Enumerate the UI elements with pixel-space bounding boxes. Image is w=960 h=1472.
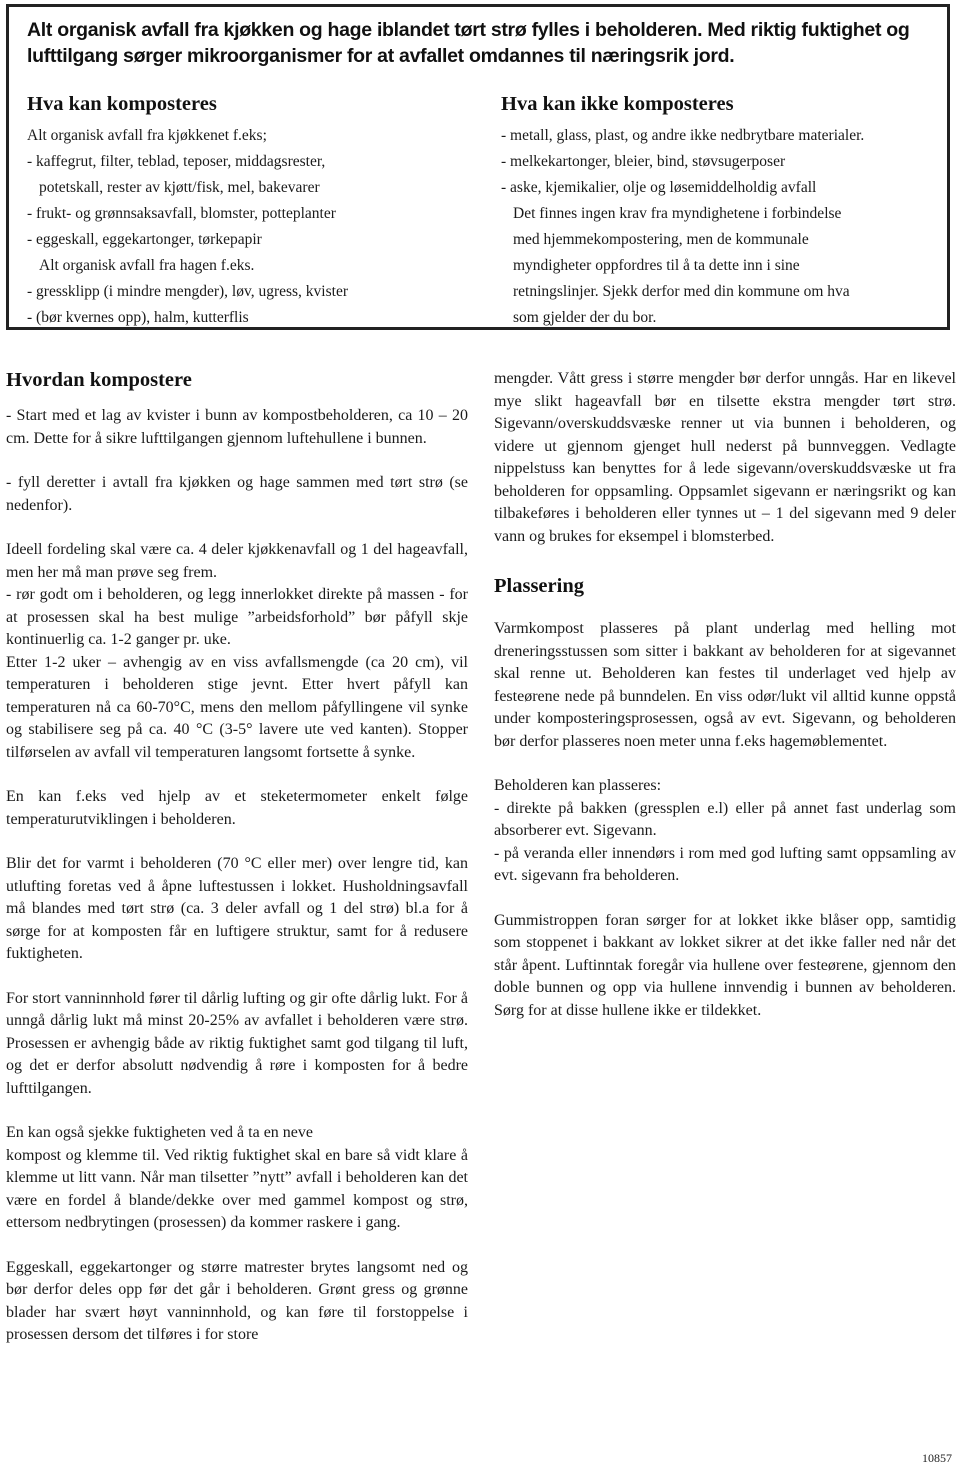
list-item: - kaffegrut, filter, teblad, teposer, middagsrester,	[27, 153, 326, 170]
paragraph: Blir det for varmt i beholderen (70 °C eller mer) over lengre tid, kan utlufting foretas ved å åpne luftestussen i lokket. Husholdningsavfall må blandes med tørt strø (ca. 3 deler avfall og 1 del strø) bl.a for å sørge for at komposten får en luftigere struktur, samt for å redusere fuktigheten.	[6, 855, 468, 962]
list-item: med hjemmekompostering, men de kommunale	[513, 231, 809, 248]
list-item: - (bør kvernes opp), halm, kutterflis	[27, 309, 249, 326]
paragraph-first-line: En kan også sjekke fuktigheten ved å ta en neve	[6, 1124, 313, 1141]
non-compostable-heading: Hva kan ikke komposteres	[501, 93, 734, 115]
list-item: potetskall, rester av kjøtt/fisk, mel, bakevarer	[39, 179, 320, 196]
paragraph: En kan f.eks ved hjelp av et steketermometer enkelt følge temperaturutviklingen i beholderen.	[6, 788, 468, 828]
list-item: myndigheter oppfordres til å ta dette inn i sine	[513, 257, 800, 274]
paragraph: mengder. Vått gress i større mengder bør derfor unngås. Har en likevel mye slikt hageavfall bør en tilsette ekstra mengder tørt strø. Sigevann/overskuddsvæske renner ut via bunnen i beholderen, og videre ut gjennom gjenget hull nederst på bunnveggen. Vedlagte nippelstuss kan benyttes for å lede sigevann/overskuddsvæske ut fra beholderen for oppsamling. Oppsamlet sigevann er næringsrikt og kan tilbakeføres i beholderen eller tynnes ut – 1 del sigevann med 9 deler vann og brukes for eksempel i blomsterbed.	[494, 370, 956, 545]
paragraph: - fyll deretter i avtall fra kjøkken og hage sammen med tørt strø (se nedenfor).	[6, 474, 468, 514]
page-number: 10857	[922, 1451, 952, 1465]
info-box	[6, 4, 950, 330]
list-item: Alt organisk avfall fra kjøkkenet f.eks;	[27, 127, 267, 144]
paragraph: For stort vanninnhold fører til dårlig lufting og gir ofte dårlig lukt. For å unngå dårlig lukt må minst 20-25% av avfallet i beholderen være strø. Prosessen er avhengig både av riktig fuktighet samt god tilgang til luft, og det er derfor absolutt nødvendig å røre i komposten for å bedre lufttilgangen.	[6, 989, 468, 1097]
list-item: - frukt- og grønnsaksavfall, blomster, potteplanter	[27, 205, 336, 222]
list-item: retningslinjer. Sjekk derfor med din kommune om hva	[513, 283, 850, 300]
list-item: Det finnes ingen krav fra myndighetene i forbindelse	[513, 205, 842, 222]
list-item: - metall, glass, plast, og andre ikke nedbrytbare materialer.	[501, 127, 865, 144]
list-item: - melkekartonger, bleier, bind, støvsugerposer	[501, 153, 786, 170]
list-item: Alt organisk avfall fra hagen f.eks.	[39, 257, 255, 274]
list-item: - aske, kjemikalier, olje og løsemiddelholdig avfall	[501, 179, 817, 196]
paragraph: - rør godt om i beholderen, og legg innerlokket direkte på massen - for at prosessen skal ha best mulige ”arbeidsforhold” bør påfyll skje kontinuerlig ca. 1-2 ganger pr. uke.	[6, 586, 468, 648]
paragraph: Ideell fordeling skal være ca. 4 deler kjøkkenavfall og 1 del hageavfall, men her må man prøve seg frem.	[6, 541, 468, 581]
list-item: som gjelder der du bor.	[513, 309, 657, 326]
how-to-compost-column	[6, 368, 468, 1347]
paragraph: kompost og klemme til. Ved riktig fuktighet skal en bare så vidt klare å klemme ut litt vann. Når man tilsetter ”nytt” avfall i beholderen kan det være en fordel å blande/dekke over med gammel kompost og strø, ettersom nedbrytingen (prosessen) da kommer raskere i gang.	[6, 1146, 468, 1231]
how-to-compost-heading: Hvordan kompostere	[6, 369, 192, 391]
placement-heading: Plassering	[494, 575, 584, 597]
paragraph: - Start med et lag av kvister i bunn av kompostbeholderen, ca 10 – 20 cm. Dette for å sikre lufttilgangen gjennom luftehullene i bunnen.	[6, 407, 468, 447]
paragraph: - på veranda eller innendørs i rom med god lufting samt oppsamling av evt. sigevann fra beholderen.	[494, 844, 956, 884]
paragraph: Gummistroppen foran sørger for at lokket ikke blåser opp, samtidig som stoppenet i bakkant av lokket sikrer at det ikke faller ned når det står åpent. Luftinntak foregår via hullene over festeørene, gjennom den doble bunnen og opp via hullene innvendig i bunnen av beholderen. Sørg for at disse hullene ikke er tildekket.	[494, 911, 956, 1019]
list-item: - eggeskall, eggekartonger, tørkepapir	[27, 231, 262, 248]
paragraph: Varmkompost plasseres på plant underlag med helling mot dreneringsstussen som sitter i bakkant av beholderen for at sigevannet skal renne ut. Beholderen kan festes til underlaget ved hjelp av festeørene nede på bunndelen. En viss odør/lukt vil alltid kunne oppstå under komposteringsprosessen, også av evt. Sigevann, og beholderen bør derfor plasseres noen meter unna f.eks hagemøblementet.	[494, 620, 956, 750]
non-compostable-section	[501, 93, 951, 331]
compostable-heading: Hva kan komposteres	[27, 93, 217, 115]
right-column	[494, 368, 956, 1022]
compostable-section	[27, 93, 477, 331]
paragraph: Beholderen kan plasseres:	[494, 777, 662, 794]
paragraph: - direkte på bakken (gressplen e.l) eller på annet fast underlag som absorberer evt. Sigevann.	[494, 799, 956, 839]
list-item: - gressklipp (i mindre mengder), løv, ugress, kvister	[27, 283, 348, 300]
paragraph: Etter 1-2 uker – avhengig av en viss avfallsmengde (ca 20 cm), vil temperaturen i beholderen stige jevnt. Etter hvert påfyll kan temperaturen nå ca 60-70°C, mens den mellom påfyllingene vil synke og stabilisere seg på ca. 40 °C (3-5° lavere ute ved kanten). Stopper tilførselen av avfall vil temperaturen langsomt fortsette å synke.	[6, 653, 468, 761]
intro-text: Alt organisk avfall fra kjøkken og hage iblandet tørt strø fylles i beholderen. Med riktig fuktighet og lufttilgang sørger mikroorganismer for at avfallet omdannes til næringsrik jord.	[27, 19, 910, 67]
paragraph: Eggeskall, eggekartonger og større matrester brytes langsomt ned og bør derfor deles opp før det går i beholderen. Grønt gress og grønne blader har svært høyt vanninnhold, og kan føre til forstoppelse i prosessen dersom det tilføres i for store	[6, 1258, 468, 1343]
